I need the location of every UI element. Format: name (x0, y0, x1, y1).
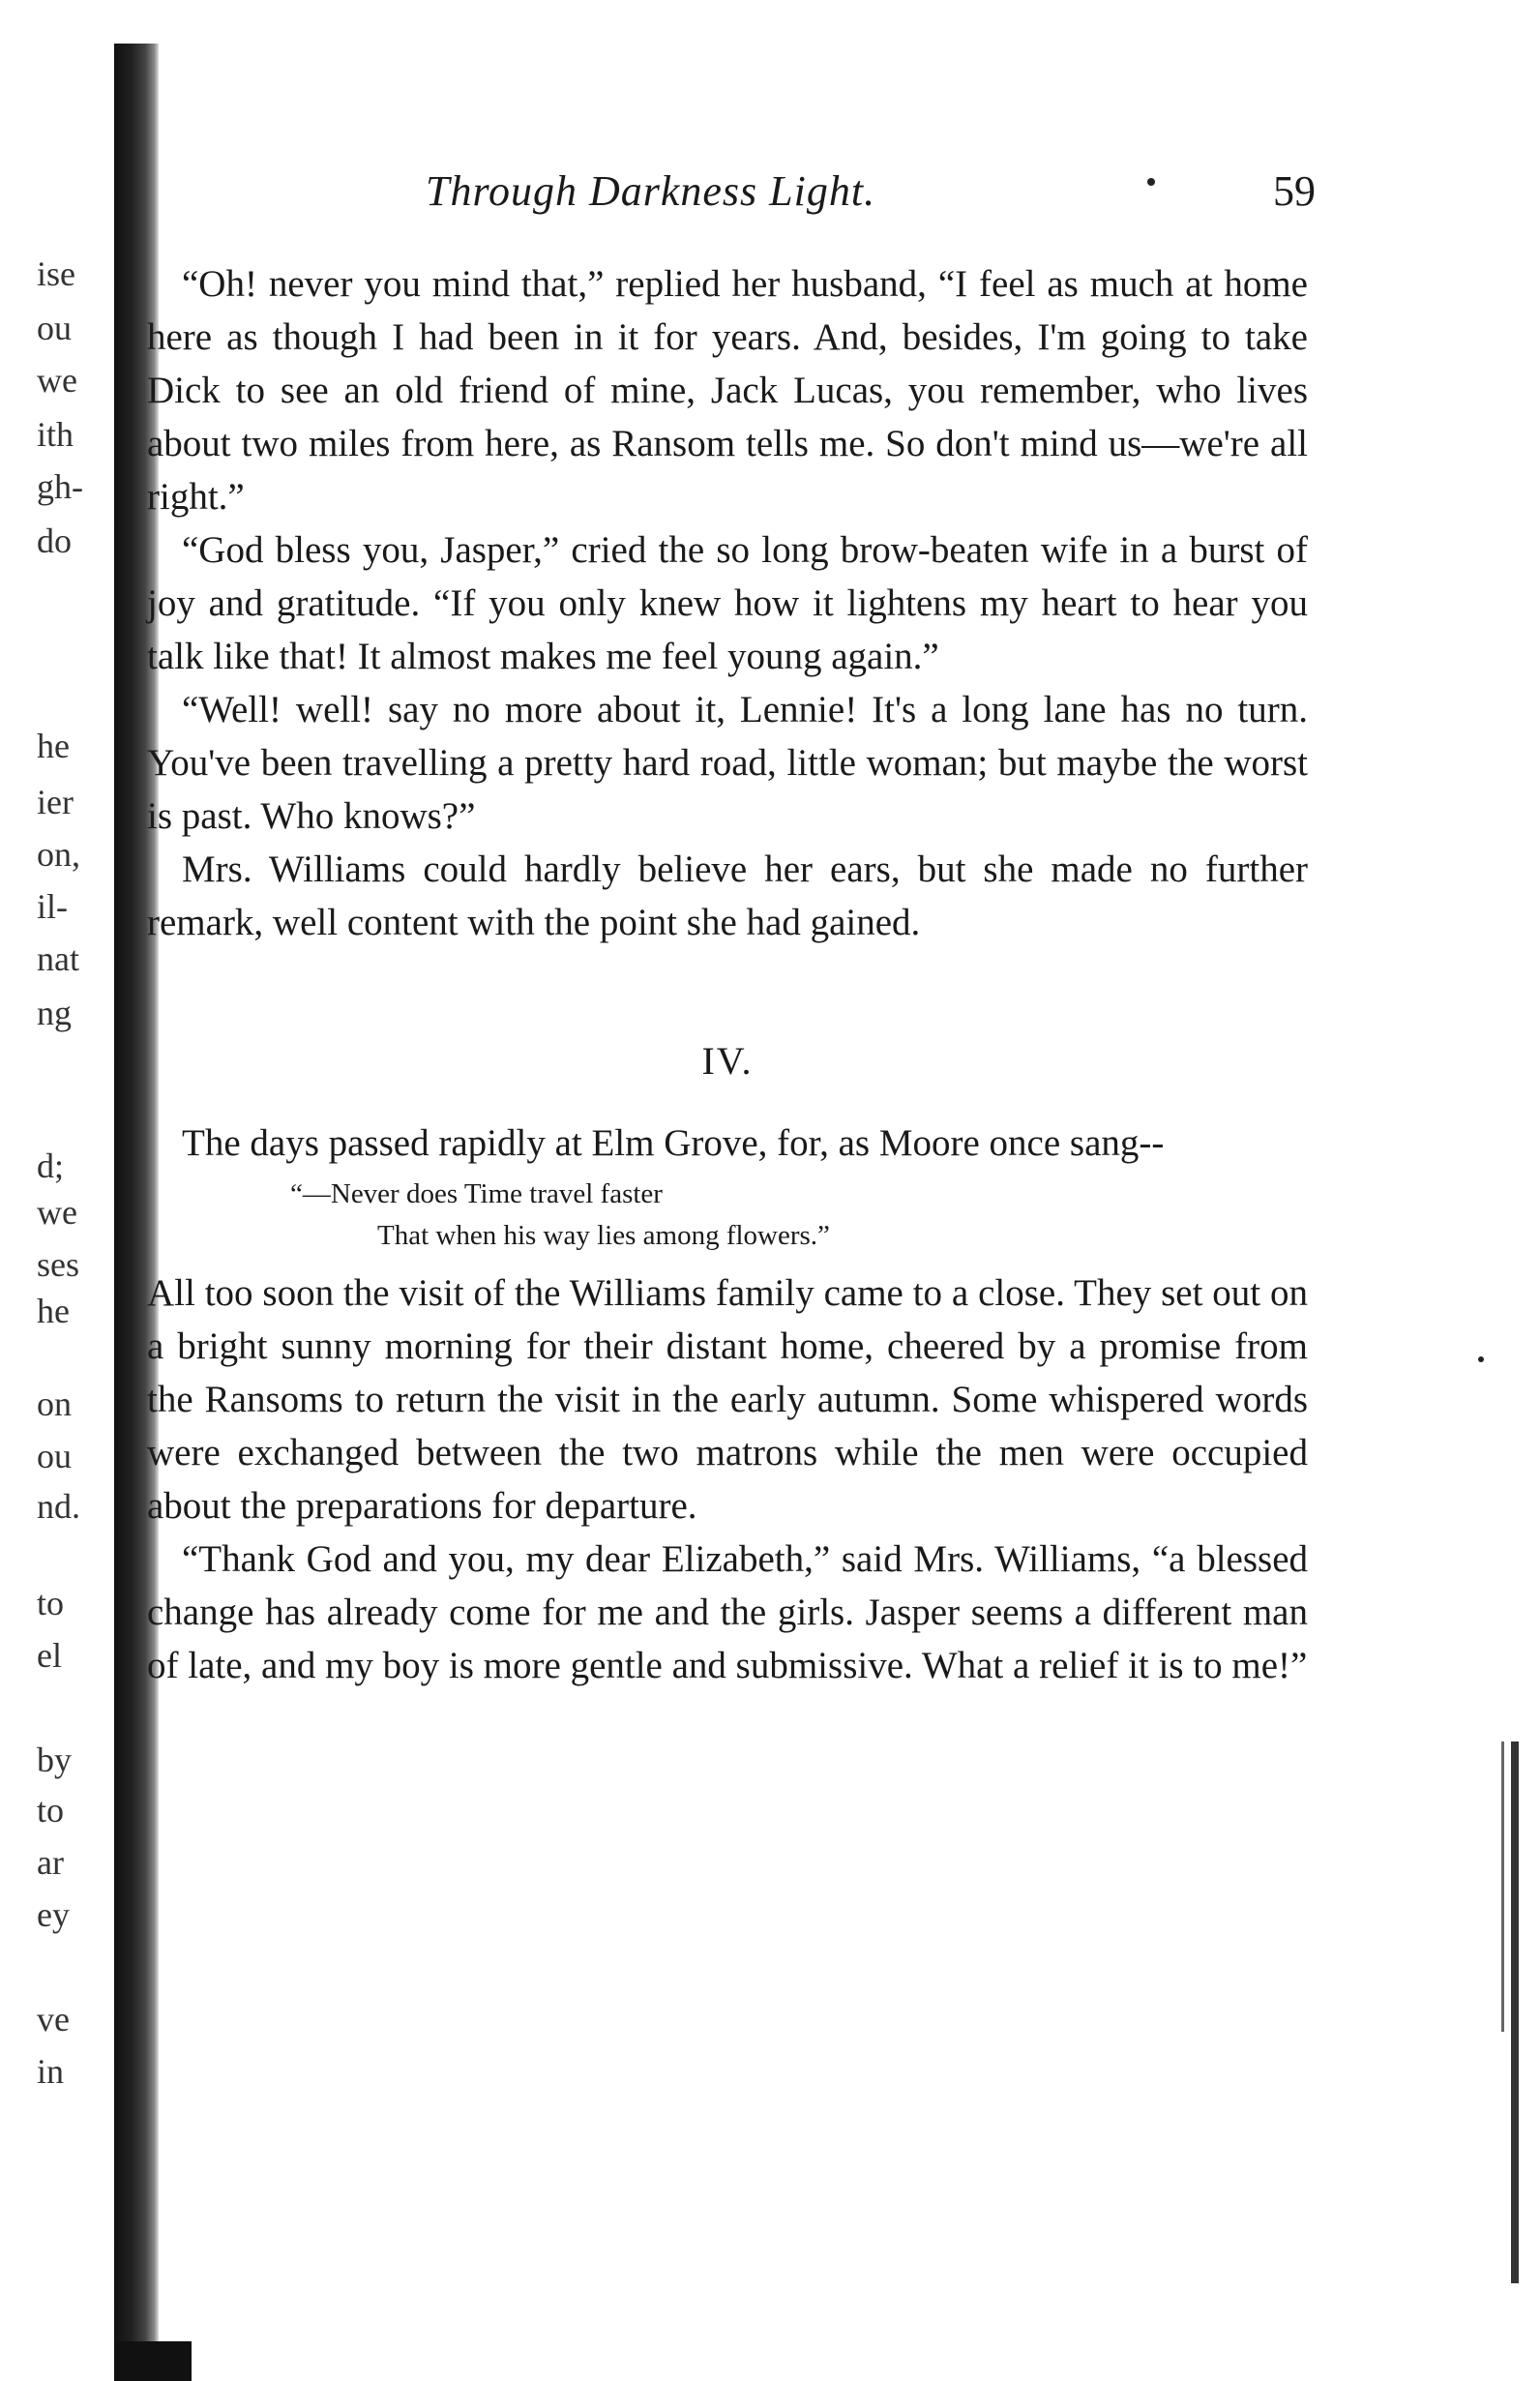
left-margin-fragment: ses (37, 1245, 79, 1284)
section-heading: IV. (701, 1039, 754, 1083)
left-margin-fragment: il- (37, 887, 68, 926)
verse-line: That when his way lies among flowers.” (377, 1220, 830, 1251)
left-margin-fragment: nd. (37, 1487, 80, 1526)
left-margin-fragment: ith (37, 415, 74, 454)
left-margin-fragment: gh- (37, 467, 83, 506)
paragraph: All too soon the visit of the Williams family came to a close. They set out on a bright sunny morning for their distant home, cheered by a promise from the Ransoms to return the visit in the early autumn. Some whispered words were exchanged between the two matrons while the men were occupied about the preparations for departure. (147, 1272, 1308, 1527)
left-margin-fragment: el (37, 1636, 62, 1675)
left-margin-fragment: he (37, 1292, 70, 1330)
left-margin-fragment: we (37, 361, 77, 400)
binding-shadow-bottom (114, 2341, 192, 2381)
left-margin-fragment: ou (37, 309, 72, 347)
verse-quote (147, 1174, 1308, 1257)
left-margin-fragment: on (37, 1384, 72, 1423)
stray-ink-dot (1478, 1356, 1484, 1362)
left-margin-fragment: he (37, 727, 70, 765)
running-head (426, 166, 1316, 224)
paragraph: “God bless you, Jasper,” cried the so long brow-beaten wife in a burst of joy and gratitude. “If you only knew how it lightens my heart to hear you talk like that! It almost makes me feel young again.” (147, 529, 1308, 677)
left-margin-fragment: ng (37, 994, 72, 1032)
right-edge-scan-mark (1511, 1741, 1519, 2283)
left-margin-fragment: ier (37, 783, 74, 821)
left-margin-fragment: in (37, 2052, 65, 2091)
left-margin-fragment: ise (37, 254, 75, 293)
right-edge-scan-mark-thin (1501, 1741, 1504, 2032)
left-margin-fragment: we (37, 1193, 77, 1232)
section-intro: The days passed rapidly at Elm Grove, for, as Moore once sang-- (182, 1122, 1165, 1164)
left-margin-fragment: by (37, 1741, 72, 1779)
body-text (147, 257, 1308, 1692)
left-margin-fragment: nat (37, 939, 79, 978)
paragraph: “Well! well! say no more about it, Lennie! It's a long lane has no turn. You've been travelling a pretty hard road, little woman; but maybe the worst is past. Who knows?” (147, 689, 1308, 837)
left-margin-fragment: ey (37, 1895, 70, 1934)
running-title: Through Darkness Light. (426, 167, 876, 215)
left-margin-fragment: ar (37, 1843, 64, 1882)
paragraph: Mrs. Williams could hardly believe her ears, but she made no further remark, well content with the point she had gained. (147, 848, 1308, 943)
page-number: 59 (1273, 167, 1316, 215)
left-margin-fragment: ou (37, 1437, 72, 1475)
verse-line: “—Never does Time travel faster (290, 1178, 663, 1209)
paragraph: “Oh! never you mind that,” replied her husband, “I feel as much at home here as though I had been in it for years. And, besides, I'm going to take Dick to see an old friend of mine, Jack Lucas, you remember, who lives about two miles from here, as Ransom tells me. So don't mind us—we're all right.” (147, 263, 1308, 518)
left-margin-fragment: d; (37, 1146, 65, 1185)
paragraph: “Thank God and you, my dear Elizabeth,” said Mrs. Williams, “a blessed change has already come for me and the girls. Jasper seems a different man of late, and my boy is more gentle and submissive. What a relief it is to me!” (147, 1538, 1308, 1686)
left-margin-fragment: do (37, 521, 72, 560)
left-margin-fragment: on, (37, 835, 80, 874)
left-margin-fragment: to (37, 1584, 65, 1622)
left-margin-fragment: to (37, 1791, 65, 1830)
left-margin-fragment: ve (37, 2000, 70, 2039)
